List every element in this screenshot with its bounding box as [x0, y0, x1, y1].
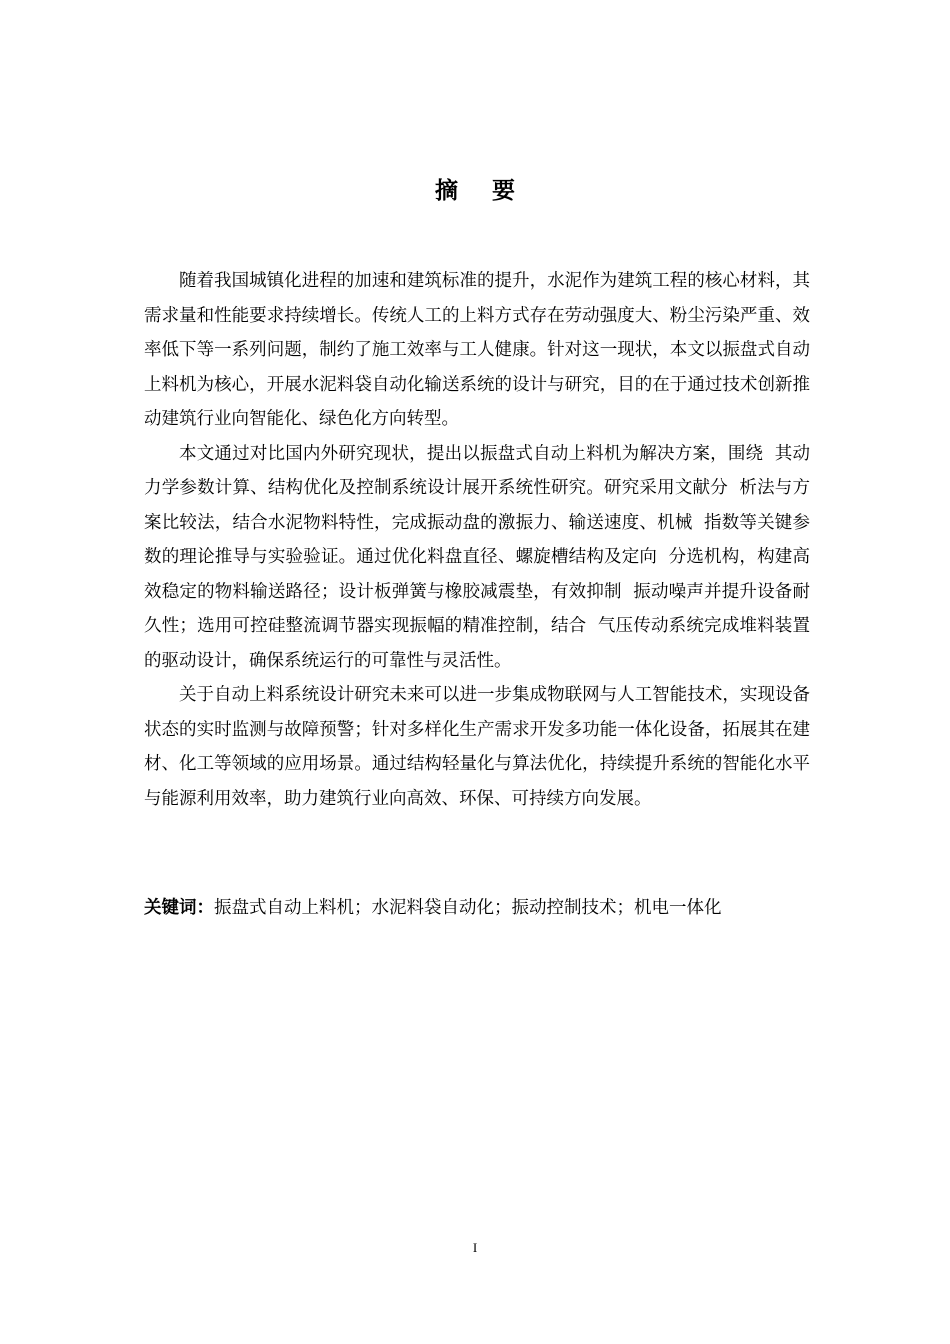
abstract-body	[144, 264, 810, 816]
abstract-title-char-2: 要	[492, 178, 515, 204]
abstract-title	[0, 172, 950, 205]
abstract-paragraph-3: 关于自动上料系统设计研究未来可以进一步集成物联网与人工智能技术，实现设备状态的实时监测与故障预警；针对多样化生产需求开发多功能一体化设备，拓展其在建材、化工等领域的应用场景。通过结构轻量化与算法优化，持续提升系统的智能化水平与能源利用效率，助力建筑行业向高效、环保、可持续方向发展。	[144, 685, 810, 809]
keywords-text: 振盘式自动上料机；水泥料袋自动化；振动控制技术；机电一体化	[214, 898, 722, 918]
page-number: I	[472, 1240, 478, 1255]
abstract-paragraph-2: 本文通过对比国内外研究现状，提出以振盘式自动上料机为解决方案，围绕 其动力学参数计算、结构优化及控制系统设计展开系统性研究。研究采用文献分 析法与方案比较法，结合水泥物料特性，完成振动盘的激振力、输送速度、机械 指数等关键参数的理论推导与实验验证。通过优化料盘直径、螺旋槽结构及定向 分选机构，构建高效稳定的物料输送路径；设计板弹簧与橡胶减震垫，有效抑制 振动噪声并提升设备耐久性；选用可控硅整流调节器实现振幅的精准控制，结合 气压传动系统完成堆料装置的驱动设计，确保系统运行的可靠性与灵活性。	[144, 443, 810, 671]
abstract-title-char-1: 摘	[435, 178, 458, 204]
abstract-paragraph-1: 随着我国城镇化进程的加速和建筑标准的提升，水泥作为建筑工程的核心材料，其需求量和性能要求持续增长。传统人工的上料方式存在劳动强度大、粉尘污染严重、效率低下等一系列问题，制约了施工效率与工人健康。针对这一现状，本文以振盘式自动上料机为核心，开展水泥料袋自动化输送系统的设计与研究，目的在于通过技术创新推动建筑行业向智能化、绿色化方向转型。	[144, 271, 810, 429]
keywords-label: 关键词：	[144, 898, 214, 918]
keywords-line	[144, 893, 810, 923]
